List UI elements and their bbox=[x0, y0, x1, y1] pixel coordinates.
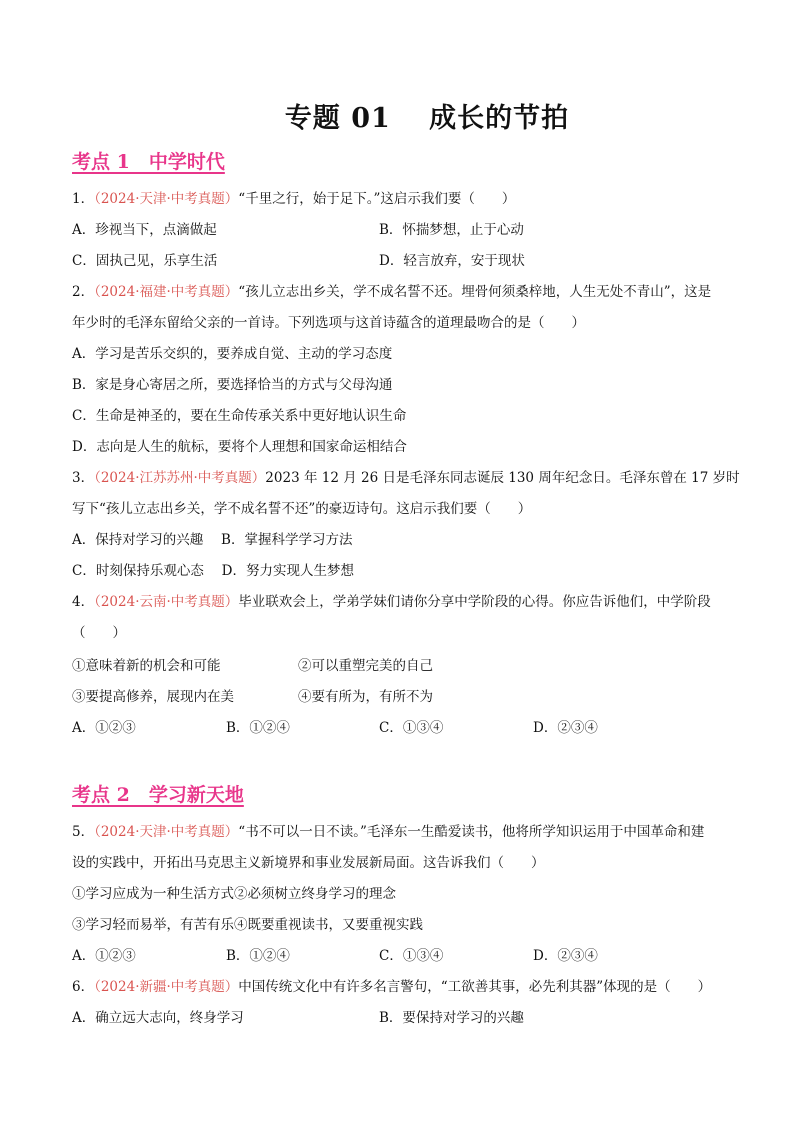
option-d[interactable]: D．②③④ bbox=[533, 948, 598, 964]
question-5-stem-cont: 设的实践中，开拓出马克思主义新境界和事业发展新局面。这告诉我们（ ） bbox=[72, 855, 545, 871]
question-5-stem: 5．（2024·天津·中考真题）“书不可以一日不读。”毛泽东一生酷爱读书，他将所学知识运用于中国革命和建 bbox=[72, 824, 705, 840]
option-a[interactable]: A．学习是苦乐交织的，要养成自觉、主动的学习态度 bbox=[72, 346, 393, 362]
option-c[interactable]: C．①③④ bbox=[379, 948, 444, 964]
question-1-stem: 1．（2024·天津·中考真题）“千里之行，始于足下。”这启示我们要（ ） bbox=[72, 191, 516, 207]
question-1-options-row2 bbox=[72, 249, 722, 269]
page-title: 专题 01 成长的节拍 bbox=[284, 103, 570, 134]
option-d[interactable]: D．志向是人生的航标，要将个人理想和国家命运相结合 bbox=[72, 439, 407, 455]
option-a[interactable]: A．①②③ bbox=[72, 948, 136, 964]
question-source: （2024·福建·中考真题） bbox=[94, 284, 239, 300]
question-2-stem-cont: 年少时的毛泽东留给父亲的一首诗。下列选项与这首诗蕴含的道理最吻合的是（ ） bbox=[72, 315, 585, 331]
question-3-options-row2[interactable]: C．时刻保持乐观心态 D．努力实现人生梦想 bbox=[72, 563, 354, 579]
option-c[interactable]: C．①③④ bbox=[379, 720, 444, 736]
question-5-options bbox=[72, 944, 722, 964]
question-6-stem: 6．（2024·新疆·中考真题）中国传统文化中有许多名言警句，“工欲善其事，必先利其器”体现的是（ ） bbox=[72, 979, 712, 995]
question-3-options-row1[interactable]: A．保持对学习的兴趣 B．掌握科学学习方法 bbox=[72, 532, 353, 548]
question-6-options-row1 bbox=[72, 1006, 722, 1026]
question-4-stem-cont: （ ） bbox=[72, 625, 126, 641]
option-c[interactable]: C．生命是神圣的，要在生命传承关系中更好地认识生命 bbox=[72, 408, 407, 424]
question-5-statements-row2: ③学习轻而易举，有苦有乐④既要重视读书，又要重视实践 bbox=[72, 917, 423, 933]
question-source: （2024·云南·中考真题） bbox=[94, 594, 239, 610]
question-4-statements-row2: ③要提高修养，展现内在美 ④要有所为，有所不为 bbox=[72, 689, 433, 705]
section-heading-2: 考点 2 学习新天地 bbox=[72, 784, 244, 806]
question-5-statements-row1: ①学习应成为一种生活方式②必须树立终身学习的理念 bbox=[72, 886, 396, 902]
question-source: （2024·江苏苏州·中考真题） bbox=[94, 470, 266, 486]
option-c[interactable]: C．固执己见，乐享生活 bbox=[72, 253, 218, 269]
option-b[interactable]: B．①②④ bbox=[226, 720, 290, 736]
question-3-stem: 3．（2024·江苏苏州·中考真题）2023 年 12 月 26 日是毛泽东同志诞辰 130 周年纪念日。毛泽东曾在 17 岁时 bbox=[72, 470, 740, 486]
option-b[interactable]: B．①②④ bbox=[226, 948, 290, 964]
option-a[interactable]: A．珍视当下，点滴做起 bbox=[72, 222, 217, 238]
option-b[interactable]: B．家是身心寄居之所，要选择恰当的方式与父母沟通 bbox=[72, 377, 393, 393]
question-2-stem: 2．（2024·福建·中考真题）“孩儿立志出乡关，学不成名誓不还。埋骨何须桑梓地，人生无处不青山”，这是 bbox=[72, 284, 712, 300]
question-4-options bbox=[72, 716, 722, 736]
section-heading-1: 考点 1 中学时代 bbox=[72, 151, 225, 173]
question-source: （2024·天津·中考真题） bbox=[94, 824, 239, 840]
option-d[interactable]: D．②③④ bbox=[533, 720, 598, 736]
question-4-statements-row1: ①意味着新的机会和可能 ②可以重塑完美的自己 bbox=[72, 658, 433, 674]
option-d[interactable]: D．轻言放弃，安于现状 bbox=[379, 253, 525, 269]
option-a[interactable]: A．确立远大志向，终身学习 bbox=[72, 1010, 244, 1026]
question-1-options-row1 bbox=[72, 218, 722, 238]
question-4-stem: 4．（2024·云南·中考真题）毕业联欢会上，学弟学妹们请你分享中学阶段的心得。你应告诉他们，中学阶段 bbox=[72, 594, 711, 610]
option-b[interactable]: B．要保持对学习的兴趣 bbox=[379, 1010, 524, 1026]
question-source: （2024·新疆·中考真题） bbox=[94, 979, 239, 995]
option-a[interactable]: A．①②③ bbox=[72, 720, 136, 736]
question-3-stem-cont: 写下“孩儿立志出乡关，学不成名誓不还”的豪迈诗句。这启示我们要（ ） bbox=[72, 501, 532, 517]
question-source: （2024·天津·中考真题） bbox=[94, 191, 239, 207]
option-b[interactable]: B．怀揣梦想，止于心动 bbox=[379, 222, 524, 238]
